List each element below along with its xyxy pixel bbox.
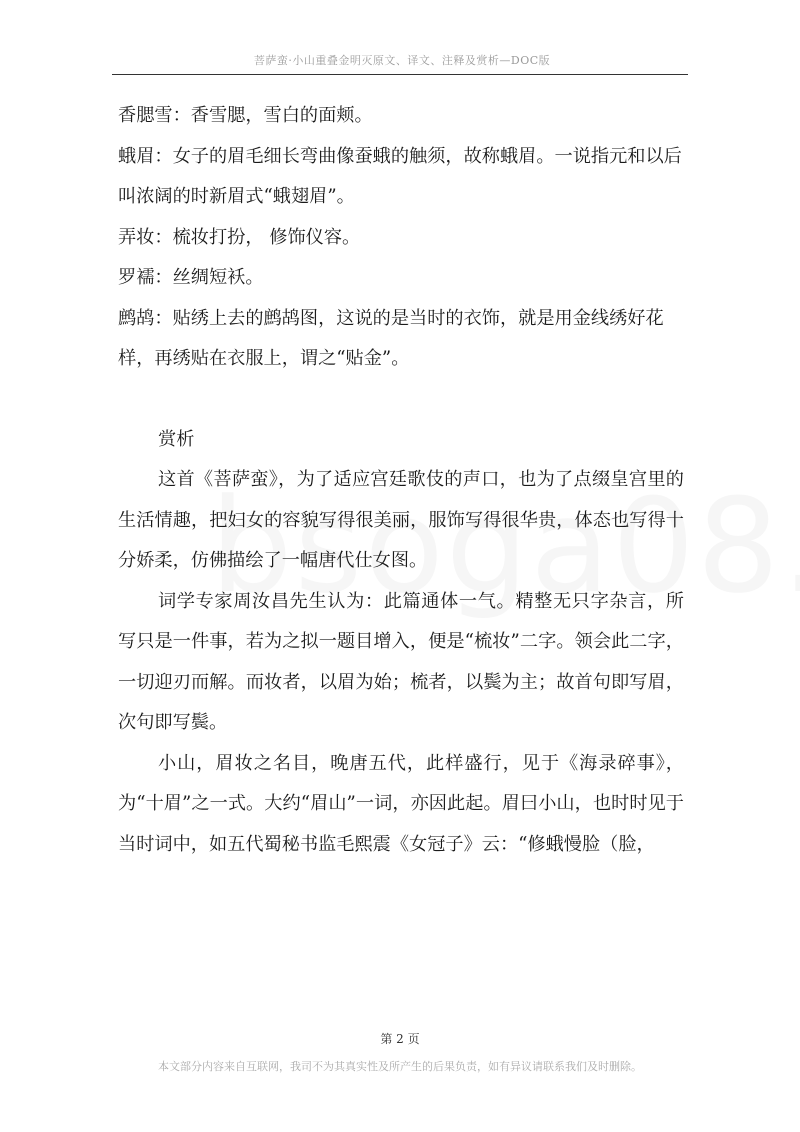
- note-item: 弄妆：梳妆打扮， 修饰仪容。: [118, 226, 361, 248]
- section-heading: 赏析: [158, 428, 195, 450]
- note-item: 香腮雪：香雪腮，雪白的面颊。: [118, 105, 373, 126]
- page-header: 菩萨蛮·小山重叠金明灭原文、译文、注释及赏析—DOC版: [253, 54, 551, 67]
- analysis-paragraph: 词学专家周汝昌先生认为：此篇通体一气。精整无只字杂言，所写只是一件事，若为之拟一题目增入，便是“梳妆”二字。领会此二字，一切迎刃而解。而妆者，以眉为始；梳者，以鬓为主；故首句即写眉，次句即写鬓。: [118, 590, 684, 733]
- page-number: 第 2 页: [380, 1032, 420, 1046]
- spacer: [118, 380, 684, 420]
- analysis-paragraph: 小山，眉妆之名目，晚唐五代，此样盛行，见于《海录碎事》，为“十眉”之一式。大约“眉山”一词，亦因此起。眉曰小山，也时时见于当时词中，如五代蜀秘书监毛熙震《女冠子》云：“修蛾慢脸（脸，: [118, 752, 684, 855]
- header-divider: [112, 74, 688, 75]
- analysis-paragraph: 这首《菩萨蛮》，为了适应宫廷歌伎的声口，也为了点缀皇宫里的生活情趣，把妇女的容貌写得很美丽，服饰写得很华贵，体态也写得十分娇柔，仿佛描绘了一幅唐代仕女图。: [118, 469, 684, 571]
- footer-disclaimer: 本文部分内容来自互联网，我司不为其真实性及所产生的后果负责，如有异议请联系我们及时删除。: [158, 1060, 642, 1073]
- document-body: [118, 96, 684, 865]
- note-item: 罗襦：丝绸短袄。: [118, 267, 264, 288]
- note-item: 鹧鸪：贴绣上去的鹧鸪图，这说的是当时的衣饰，就是用金线绣好花样，再绣贴在衣服上，谓之“贴金”。: [118, 307, 664, 369]
- note-item: 蛾眉：女子的眉毛细长弯曲像蚕蛾的触须，故称蛾眉。一说指元和以后叫浓阔的时新眉式“蛾翅眉”。: [118, 145, 682, 207]
